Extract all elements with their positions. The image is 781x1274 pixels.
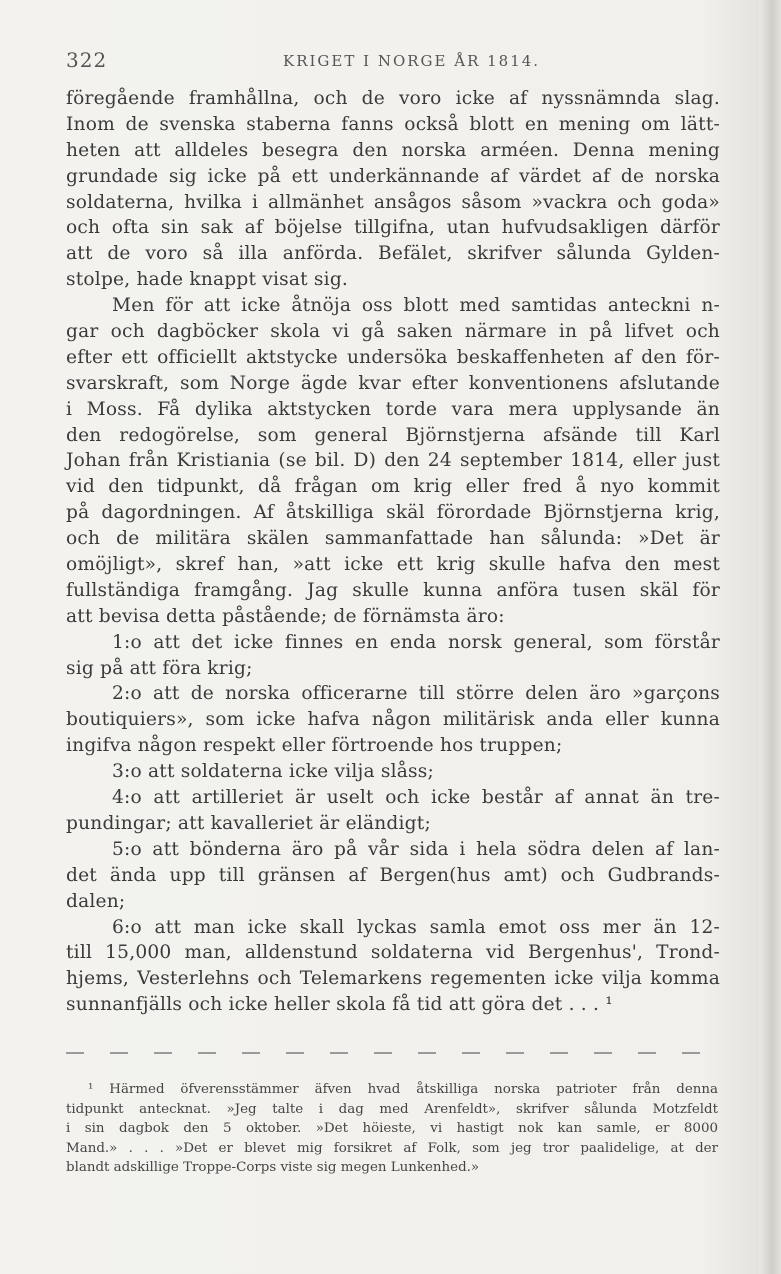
text-line: till 15,000 man, alldenstund soldaterna vid Bergenhus', Trond-: [66, 942, 720, 964]
text-line: den redogörelse, som general Björnstjerna afsände till Karl: [66, 424, 720, 446]
text-line: sunnanfjälls och icke heller skola få tid att göra det . . . ¹: [66, 994, 613, 1016]
page-header: [66, 48, 718, 72]
text-line: stolpe, hade knappt visat sig.: [66, 269, 349, 291]
text-line: och de militära skälen sammanfattade han sålunda: »Det är: [66, 528, 720, 550]
footnote-line: i sin dagbok den 5 oktober. »Det höieste, vi hastigt nok kan samle, er 8000: [66, 1121, 718, 1136]
text-line: pundingar; att kavalleriet är eländigt;: [66, 812, 431, 834]
text-line: ingifva någon respekt eller förtroende hos truppen;: [66, 735, 563, 757]
footnotes: [66, 1080, 718, 1178]
text-line: att bevisa detta påstående; de förnämsta äro:: [66, 605, 505, 627]
text-line: på dagordningen. Af åtskilliga skäl förordade Björnstjerna krig,: [66, 502, 720, 524]
text-line: 6:o att man icke skall lyckas samla emot oss mer än 12-: [112, 916, 720, 938]
text-line: Johan från Kristiania (se bil. D) den 24 september 1814, eller just: [66, 450, 720, 472]
text-line: 1:o att det icke finnes en enda norsk general, som förstår: [112, 631, 720, 653]
text-line: att de voro så illa anförda. Befälet, skrifver sålunda Gylden-: [66, 243, 720, 265]
footnote-line: ¹ Härmed öfverensstämmer äfven hvad åtskilliga norska patrioter från denna: [88, 1082, 718, 1097]
body-text: [66, 86, 720, 1018]
footnote-line: tidpunkt antecknat. »Jeg talte i dag med Arenfeldt», skrifver sålunda Motzfeldt: [66, 1101, 718, 1117]
text-line: fullständiga framgång. Jag skulle kunna anföra tusen skäl för: [66, 579, 720, 601]
text-line: 4:o att artilleriet är uselt och icke består af annat än tre-: [112, 787, 720, 809]
text-line: det ända upp till gränsen af Bergen(hus amt) och Gudbrands-: [66, 864, 720, 886]
page-edge: [759, 0, 781, 1274]
text-line: svarskraft, som Norge ägde kvar efter konventionens afslutande: [66, 372, 720, 394]
text-line: efter ett officiellt aktstycke undersöka beskaffenheten af den för-: [66, 346, 720, 368]
text-line: dalen;: [66, 890, 126, 912]
footnote-line: Mand.» . . . »Det er blevet mig forsikret af Folk, som jeg tror paalidelige, at der: [66, 1140, 718, 1156]
footnote-line: blandt adskillige Troppe-Corps viste sig megen Lunkenhed.»: [66, 1160, 480, 1175]
running-title: KRIGET I NORGE ÅR 1814.: [283, 52, 541, 70]
text-line: 2:o att de norska officerarne till större delen äro »garçons: [112, 683, 720, 705]
text-line: föregående framhållna, och de voro icke af nyssnämnda slag.: [66, 88, 720, 109]
text-line: hjems, Vesterlehns och Telemarkens regementen icke vilja komma: [66, 968, 720, 990]
text-line: 5:o att bönderna äro på vår sida i hela södra delen af lan-: [112, 838, 720, 860]
page-number: 322: [66, 48, 108, 72]
text-line: i Moss. Få dylika aktstycken torde vara mera upplysande än: [66, 398, 720, 420]
text-line: soldaterna, hvilka i allmänhet ansågos såsom »vackra och goda»: [66, 191, 720, 213]
text-line: Inom de svenska staberna fanns också blott en mening om lätt-: [66, 113, 720, 135]
text-line: gar och dagböcker skola vi gå saken närmare in på lifvet och: [66, 321, 720, 343]
text-line: vid den tidpunkt, då frågan om krig eller fred å nyo kommit: [66, 476, 720, 498]
footnote-separator: [66, 1052, 720, 1054]
text-line: grundade sig icke på ett underkännande af värdet af de norska: [66, 165, 720, 187]
text-line: sig på att föra krig;: [66, 657, 253, 679]
text-line: 3:o att soldaterna icke vilja slåss;: [112, 761, 434, 783]
text-line: Men för att icke åtnöja oss blott med samtidas anteckni n-: [112, 295, 720, 317]
text-line: omöjligt», skref han, »att icke ett krig skulle hafva den mest: [66, 554, 720, 576]
text-line: heten att alldeles besegra den norska arméen. Denna mening: [66, 139, 720, 161]
text-line: boutiquiers», som icke hafva någon militärisk anda eller kunna: [66, 709, 720, 731]
text-line: och ofta sin sak af böjelse tillgifna, utan hufvudsakligen därför: [66, 217, 720, 239]
